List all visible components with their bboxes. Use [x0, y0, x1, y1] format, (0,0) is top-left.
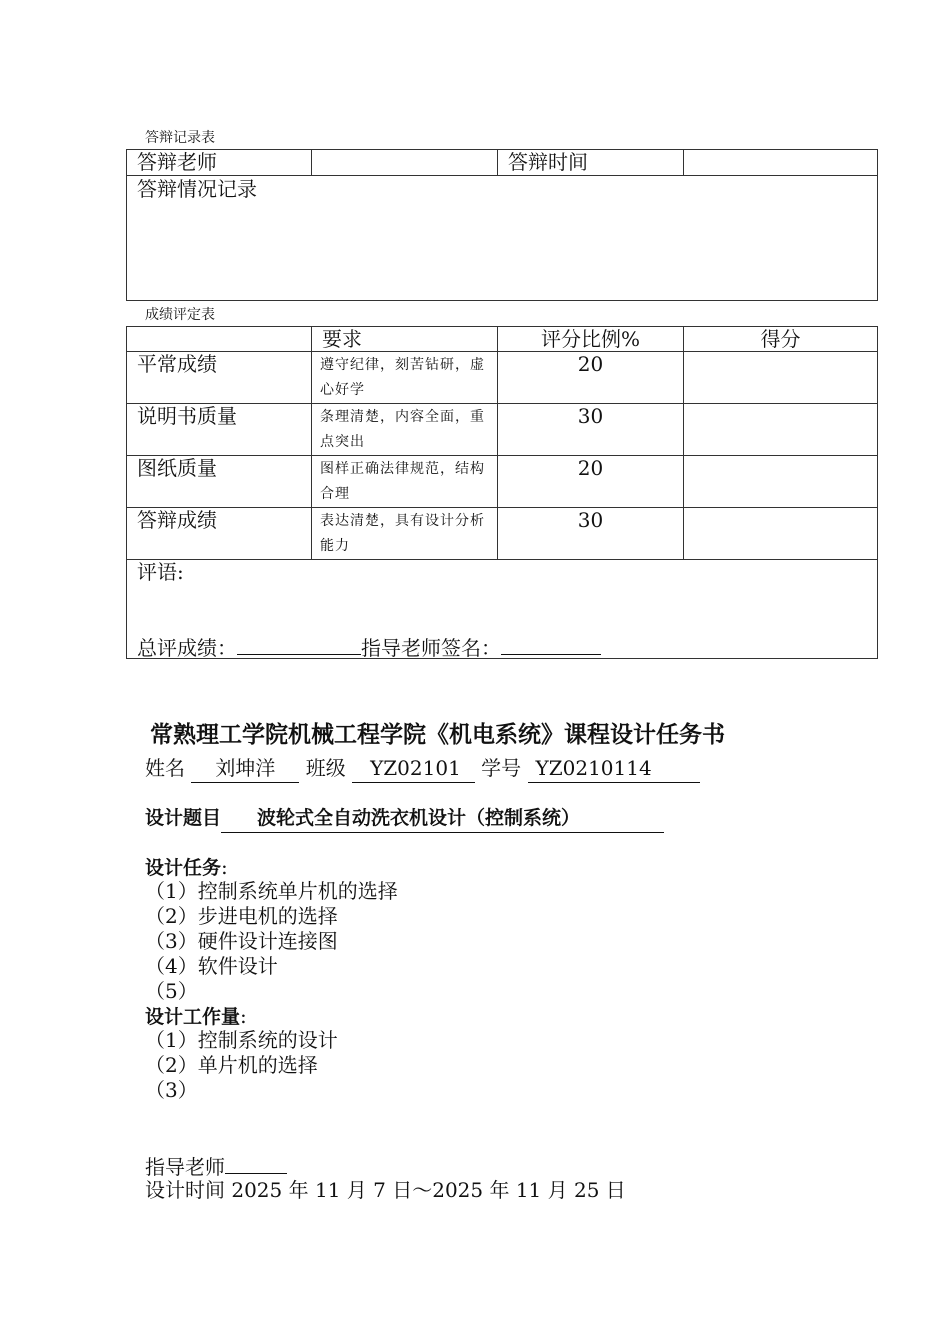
class-label: 班级 [305, 756, 346, 780]
grade-weight: 20 [498, 456, 684, 508]
name-label: 姓名 [145, 756, 185, 780]
topic-label: 设计题目 [145, 807, 222, 829]
topic-value: 波轮式全自动洗衣机设计（控制系统） [221, 806, 664, 833]
task-item: （4）软件设计 [145, 954, 278, 978]
grade-item: 平常成绩 [127, 352, 312, 404]
grade-item: 图纸质量 [127, 456, 312, 508]
grade-table [126, 326, 878, 659]
defense-teacher-label: 答辩老师 [127, 150, 312, 176]
grade-requirement: 条理清楚，内容全面，重点突出 [312, 404, 498, 456]
tasks-heading [145, 855, 228, 881]
defense-notes-cell [127, 176, 878, 301]
advisor-sign-blank [501, 634, 601, 655]
comment-label: 评语: [137, 560, 184, 584]
grade-table-caption: 成绩评定表 [145, 307, 215, 323]
grade-row [127, 508, 878, 560]
task-book-title: 常熟理工学院机械工程学院《机电系统》课程设计任务书 [150, 721, 725, 748]
workload-heading [145, 1004, 247, 1030]
grade-header-row [127, 327, 878, 352]
grade-header-item [127, 327, 312, 352]
grade-score [684, 508, 878, 560]
name-value: 刘坤洋 [191, 756, 299, 783]
grade-score [684, 456, 878, 508]
workload-item: （1）控制系统的设计 [145, 1028, 338, 1052]
workload-item: （3） [145, 1078, 198, 1102]
grade-requirement: 表达清楚，具有设计分析能力 [312, 508, 498, 560]
grade-row [127, 456, 878, 508]
advisor-blank [225, 1153, 287, 1174]
task-item: （3）硬件设计连接图 [145, 929, 338, 953]
grade-weight: 30 [498, 508, 684, 560]
topic-line [145, 806, 664, 833]
defense-record-table [126, 149, 878, 301]
advisor-label: 指导老师 [145, 1155, 225, 1179]
grade-comment-cell [127, 560, 878, 659]
workload-colon: : [240, 1004, 247, 1028]
design-period: 设计时间 2025 年 11 月 7 日～2025 年 11 月 25 日 [145, 1178, 626, 1202]
grade-item: 说明书质量 [127, 404, 312, 456]
student-info-line [145, 756, 700, 783]
advisor-line [145, 1153, 287, 1180]
grade-weight: 30 [498, 404, 684, 456]
grade-row [127, 352, 878, 404]
defense-record-caption: 答辩记录表 [145, 130, 215, 146]
tasks-label: 设计任务 [145, 857, 222, 879]
workload-item: （2）单片机的选择 [145, 1053, 318, 1077]
grade-score [684, 352, 878, 404]
grade-score [684, 404, 878, 456]
task-item: （1）控制系统单片机的选择 [145, 879, 398, 903]
total-and-sign-line [137, 634, 601, 659]
defense-notes-label: 答辩情况记录 [137, 177, 257, 201]
total-grade-label: 总评成绩： [137, 636, 237, 659]
id-label: 学号 [481, 756, 522, 780]
total-grade-blank [237, 634, 361, 655]
grade-requirement: 遵守纪律，刻苦钻研，虚心好学 [312, 352, 498, 404]
task-item: （2）步进电机的选择 [145, 904, 338, 928]
grade-requirement: 图样正确法律规范，结构合理 [312, 456, 498, 508]
grade-comment-row [127, 560, 878, 659]
grade-header-score: 得分 [684, 327, 878, 352]
workload-list [145, 1028, 338, 1103]
class-value: YZ02101 [352, 756, 475, 783]
defense-time-value [684, 150, 878, 176]
grade-header-requirement: 要求 [312, 327, 498, 352]
tasks-colon: : [221, 855, 228, 879]
defense-teacher-value [312, 150, 498, 176]
grade-header-weight: 评分比例% [498, 327, 684, 352]
grade-row [127, 404, 878, 456]
advisor-sign-label: 指导老师签名： [361, 636, 501, 659]
grade-item: 答辩成绩 [127, 508, 312, 560]
id-value: YZ0210114 [528, 756, 700, 783]
task-item: （5） [145, 979, 198, 1003]
defense-time-label: 答辩时间 [498, 150, 684, 176]
workload-label: 设计工作量 [145, 1006, 241, 1028]
tasks-list [145, 879, 398, 1004]
grade-weight: 20 [498, 352, 684, 404]
